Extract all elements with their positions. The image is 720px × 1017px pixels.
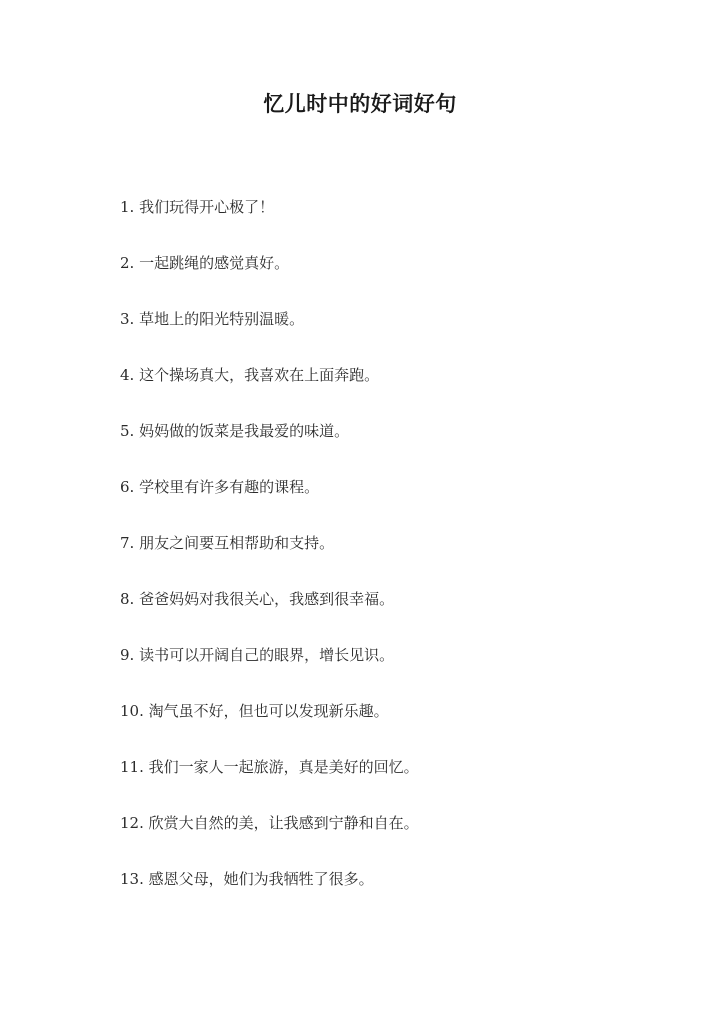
page-title: 忆儿时中的好词好句 [263,91,457,116]
list-item: 9. 读书可以开阔自己的眼界，增长见识。 [120,646,395,664]
list-item: 3. 草地上的阳光特别温暖。 [120,310,305,328]
list-item: 12. 欣赏大自然的美，让我感到宁静和自在。 [120,814,419,832]
list-item: 6. 学校里有许多有趣的课程。 [120,478,320,496]
list-item: 11. 我们一家人一起旅游，真是美好的回忆。 [120,758,419,776]
list-item: 13. 感恩父母，她们为我牺牲了很多。 [120,870,374,888]
list-item: 2. 一起跳绳的感觉真好。 [120,254,290,272]
list-item: 8. 爸爸妈妈对我很关心，我感到很幸福。 [120,590,395,608]
list-item: 1. 我们玩得开心极了！ [120,198,275,216]
list-item: 5. 妈妈做的饭菜是我最爱的味道。 [120,422,350,440]
list-item: 10. 淘气虽不好，但也可以发现新乐趣。 [120,702,389,720]
list-item: 4. 这个操场真大，我喜欢在上面奔跑。 [120,366,380,384]
list-item: 7. 朋友之间要互相帮助和支持。 [120,534,335,552]
phrase-list [120,196,680,924]
